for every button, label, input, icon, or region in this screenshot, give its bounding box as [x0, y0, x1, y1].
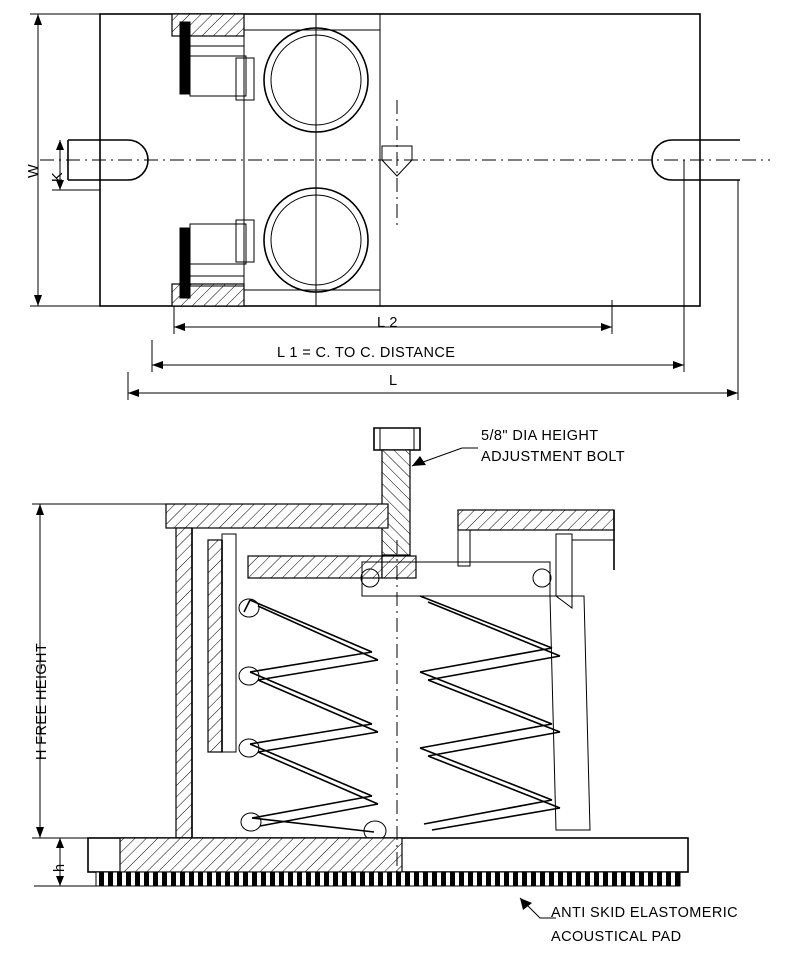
callout-pad-line1: ANTI SKID ELASTOMERIC — [551, 905, 739, 921]
callout-bolt-line2: ADJUSTMENT BOLT — [481, 449, 626, 465]
plan-view-geometry — [40, 14, 770, 306]
dimension-label-H-free-height: H FREE HEIGHT — [34, 642, 50, 760]
callout-pad-line2: ACOUSTICAL PAD — [551, 929, 682, 945]
callout-bolt-line1: 5/8" DIA HEIGHT — [481, 428, 599, 444]
dimension-label-K: K — [50, 171, 66, 182]
dimension-label-L2: L 2 — [377, 315, 398, 331]
plan-dimension-lines — [30, 14, 738, 400]
elevation-dimension-lines — [32, 504, 170, 886]
dimension-label-h: h — [52, 863, 68, 872]
dimension-label-L1: L 1 = C. TO C. DISTANCE — [277, 345, 456, 361]
elevation-view-geometry — [88, 428, 688, 886]
dimension-label-W: W — [26, 163, 42, 178]
dimension-label-L: L — [389, 373, 398, 389]
